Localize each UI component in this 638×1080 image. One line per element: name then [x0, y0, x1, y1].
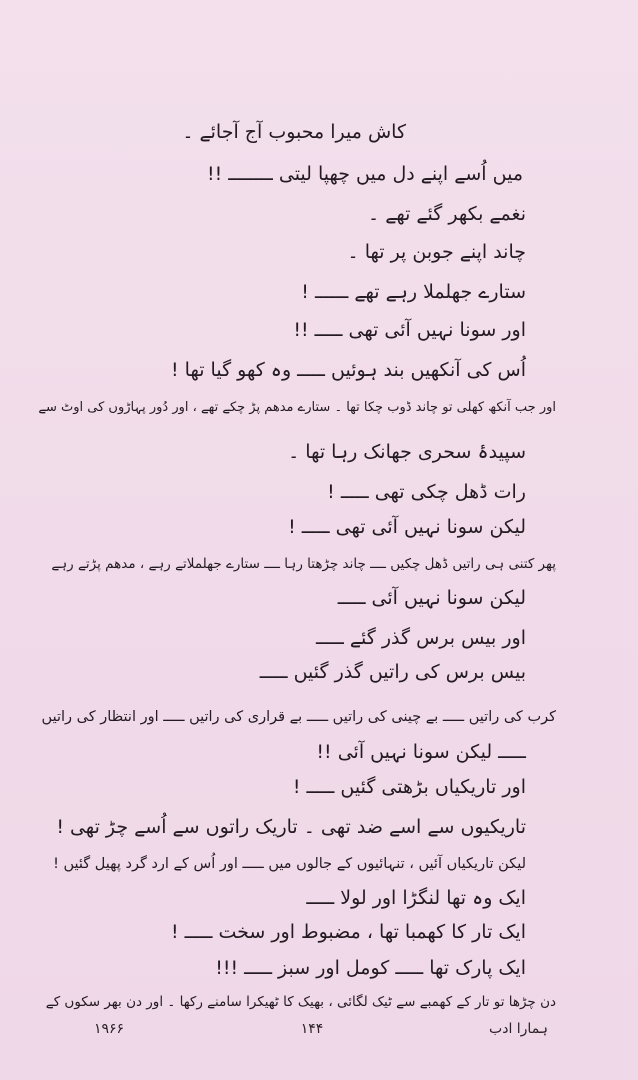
- poem-line-22: ایک تار کا کھمبا تھا ، مضبوط اور سخت ـــــ !: [170, 921, 526, 943]
- poem-line-21: ایک وہ تھا لنگڑا اور لولا ـــــ: [306, 887, 526, 909]
- footer-year: ۱۹۶۶: [94, 1021, 125, 1037]
- poem-line-18: اور تاریکیاں بڑھتی گئیں ـــــ !: [292, 776, 526, 798]
- poem-line-15: بیس برس کی راتیں گذر گئیں ـــــ: [259, 661, 526, 683]
- poem-line-10: رات ڈھل چکی تھی ـــــ !: [327, 481, 526, 503]
- poem-line-23: ایک پارک تھا ـــــ کومل اور سبز ـــــ !!!: [215, 957, 526, 979]
- poem-line-20: لیکن تاریکیاں آئیں ، تنہائیوں کے جالوں میں ـــــ اور اُس کے ارد گرد پھیل گئیں !: [53, 856, 526, 872]
- poem-line-13: لیکن سونا نہیں آئی ـــــ: [337, 587, 526, 609]
- poem-line-19: تاریکیوں سے اسے ضد تھی ۔ تاریک راتوں سے اُسے چڑ تھی !: [56, 816, 526, 838]
- poem-line-2: میں اُسے اپنے دل میں چھپا لیتی ــــــــ !!: [207, 163, 523, 185]
- footer-page-number: ۱۴۴: [300, 1021, 324, 1037]
- poem-line-3: نغمے بکھر گئے تھے ۔: [368, 203, 526, 225]
- poem-line-24: دن چڑھا تو تار کے کھمبے سے ٹیک لگائی ، بھیک کا ٹھیکرا سامنے رکھا ۔ اور دن بھر سکوں کے: [45, 994, 556, 1010]
- poem-line-7: اُس کی آنکھیں بند ہوئیں ـــــ وہ کھو گیا تھا !: [171, 359, 526, 381]
- poem-line-17: ـــــ لیکن سونا نہیں آئی !!: [316, 741, 526, 763]
- poem-line-8: اور جب آنکھ کھلی تو چاند ڈوب چکا تھا ۔ ستارے مدھم پڑ چکے تھے ، اور دُور پہاڑوں کی اوٹ سے: [38, 400, 556, 415]
- poem-line-14: اور بیس برس گذر گئے ـــــ: [316, 627, 526, 649]
- poem-line-6: اور سونا نہیں آئی تھی ـــــ !!: [293, 319, 526, 341]
- poem-line-9: سپیدۂ سحری جھانک رہا تھا ۔: [288, 441, 526, 463]
- poem-line-4: چاند اپنے جوبن پر تھا ۔: [347, 241, 526, 263]
- poem-line-11: لیکن سونا نہیں آئی تھی ـــــ !: [288, 516, 526, 538]
- poem-line-12: پھر کتنی ہی راتیں ڈھل چکیں ــــ چاند چڑھتا رہا ــــ ستارے جھلملاتے رہے ، مدھم پڑتے رہے: [51, 556, 556, 572]
- footer-journal-title: ہمارا ادب: [489, 1021, 548, 1037]
- poem-line-16: کرب کی راتیں ـــــ بے چینی کی راتیں ـــــ بے قراری کی راتیں ـــــ اور انتظار کی راتیں: [41, 709, 556, 725]
- poem-line-5: ستارے جھلملا رہے تھے ــــــ !: [301, 281, 526, 303]
- poem-line-1: کاش میرا محبوب آج آجائے ۔: [182, 121, 406, 143]
